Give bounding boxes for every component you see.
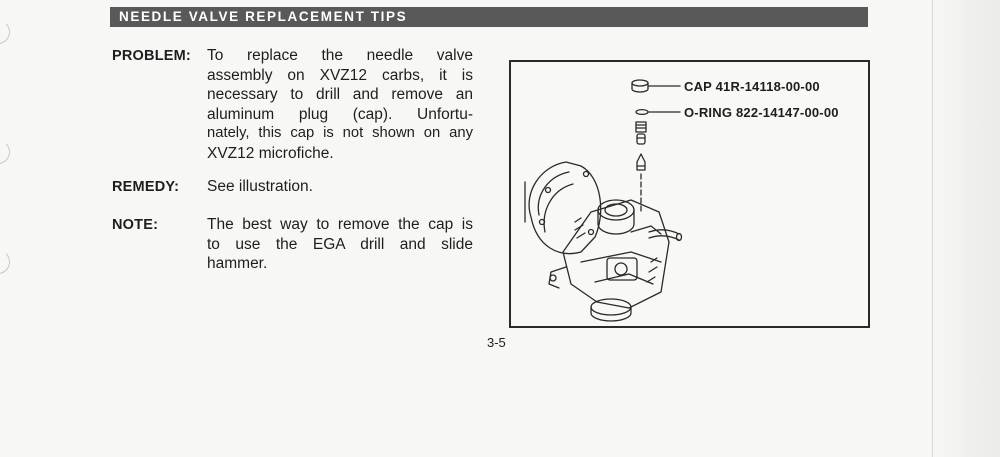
remedy-line: See illustration. [207, 178, 313, 195]
needle-icon [637, 154, 645, 170]
problem-line: necessary to drill and remove an [207, 86, 473, 103]
note-line: to use the EGA drill and slide [207, 235, 473, 253]
carburetor-exploded-illustration [511, 62, 868, 326]
cap-callout-label: CAP 41R-14118-00-00 [684, 79, 820, 94]
binding-ring-mark [0, 20, 10, 44]
note-line: The best way to remove the cap is [207, 216, 473, 233]
carburetor-illustration-frame [509, 60, 870, 328]
cap-part-icon [632, 80, 680, 92]
note-label: NOTE: [112, 217, 159, 233]
scan-edge-shadow [930, 0, 1000, 457]
binding-ring-mark [0, 250, 10, 274]
problem-line: assembly on XVZ12 carbs, it is [207, 66, 473, 84]
remedy-label: REMEDY: [112, 179, 180, 195]
problem-line: To replace the needle valve [207, 47, 473, 64]
problem-line: XVZ12 microfiche. [207, 144, 334, 162]
remedy-text [207, 177, 473, 197]
problem-label: PROBLEM: [112, 48, 191, 64]
binding-ring-mark [0, 140, 10, 164]
section-header-bar [110, 7, 868, 27]
o-ring-part-icon [636, 110, 680, 115]
problem-line: nately, this cap is not shown on any [207, 125, 473, 141]
section-title: NEEDLE VALVE REPLACEMENT TIPS [119, 9, 408, 24]
note-line: hammer. [207, 255, 268, 272]
carburetor-body-icon [525, 162, 682, 321]
page-number: 3-5 [487, 335, 506, 350]
problem-line: aluminum plug (cap). Unfortu- [207, 105, 473, 123]
needle-valve-seat-icon [636, 122, 646, 144]
problem-text [207, 46, 473, 163]
note-text [207, 215, 473, 274]
o-ring-callout-label: O-RING 822-14147-00-00 [684, 105, 839, 120]
